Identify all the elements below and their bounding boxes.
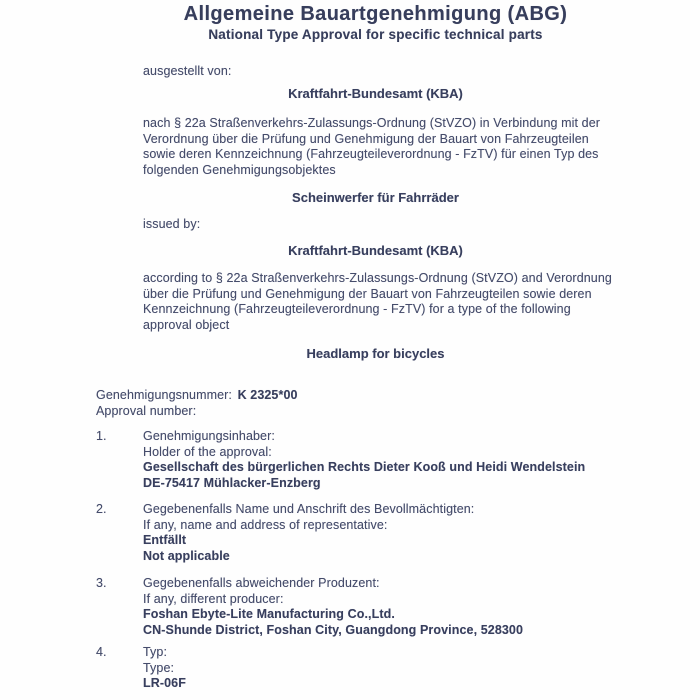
item-number: 1. — [96, 429, 107, 443]
page-title: Allgemeine Bauartgenehmigung (ABG) — [183, 3, 568, 25]
approval-number-block — [96, 388, 298, 419]
page-subtitle: National Type Approval for specific technical parts — [208, 27, 543, 42]
item-label-de: Typ: — [143, 645, 168, 659]
approval-number-label-en: Approval number: — [96, 403, 197, 418]
item-value-line: Not applicable — [143, 548, 230, 563]
list-item-holder — [96, 429, 664, 491]
item-value-line: Entfällt — [143, 533, 187, 548]
issued-by-label-en: issued by: — [143, 217, 201, 231]
authority-name-en: Kraftfahrt-Bundesamt (KBA) — [288, 243, 463, 258]
list-item-representative — [96, 502, 664, 564]
issued-by-label-de: ausgestellt von: — [143, 64, 232, 78]
item-value-line: CN-Shunde District, Foshan City, Guangdong Province, 528300 — [143, 622, 524, 637]
list-item-type — [96, 645, 664, 692]
item-label-de: Genehmigungsinhaber: — [143, 429, 275, 443]
approval-object-en: Headlamp for bicycles — [306, 346, 445, 361]
item-label-de: Gegebenenfalls Name und Anschrift des Bevollmächtigten: — [143, 502, 475, 516]
item-label-en: Holder of the approval: — [143, 444, 272, 459]
item-value-line: Gesellschaft des bürgerlichen Rechts Dieter Kooß und Heidi Wendelstein — [143, 460, 586, 475]
item-label-en: Type: — [143, 660, 175, 675]
approval-number-label-de: Genehmigungsnummer: — [96, 388, 232, 402]
item-label-de: Gegebenenfalls abweichender Produzent: — [143, 576, 380, 590]
item-number: 4. — [96, 645, 107, 659]
approval-number-value: K 2325*00 — [237, 388, 298, 402]
authority-name-de: Kraftfahrt-Bundesamt (KBA) — [288, 86, 463, 101]
legal-basis-paragraph-de: nach § 22a Straßenverkehrs-Zulassungs-Ordnung (StVZO) in Verbindung mit der Verordnung über die Prüfung und Genehmigung der Bauart von Fahrzeugteilen sowie deren Kennzeichnung (Fahrzeugteileverordnung - FzTV) für einen Typ des folgenden Genehmigungsobjektes — [143, 116, 601, 177]
approval-object-de: Scheinwerfer für Fahrräder — [292, 190, 459, 205]
item-label-en: If any, different producer: — [143, 591, 284, 606]
item-number: 2. — [96, 502, 107, 516]
item-number: 3. — [96, 576, 107, 590]
item-value-line: DE-75417 Mühlacker-Enzberg — [143, 475, 321, 490]
legal-basis-paragraph-en: according to § 22a Straßenverkehrs-Zulassungs-Ordnung (StVZO) and Verordnung über die Prüfung und Genehmigung der Bauart von Fahrzeugteilen sowie deren Kennzeichnung (Fahrzeugteileverordnung - FzTV) for a type of the following approval object — [143, 271, 612, 332]
item-label-en: If any, name and address of representative: — [143, 517, 388, 532]
item-value-line: Foshan Ebyte-Lite Manufacturing Co.,Ltd. — [143, 607, 395, 622]
list-item-producer — [96, 576, 664, 638]
item-value-line: LR-06F — [143, 676, 186, 691]
